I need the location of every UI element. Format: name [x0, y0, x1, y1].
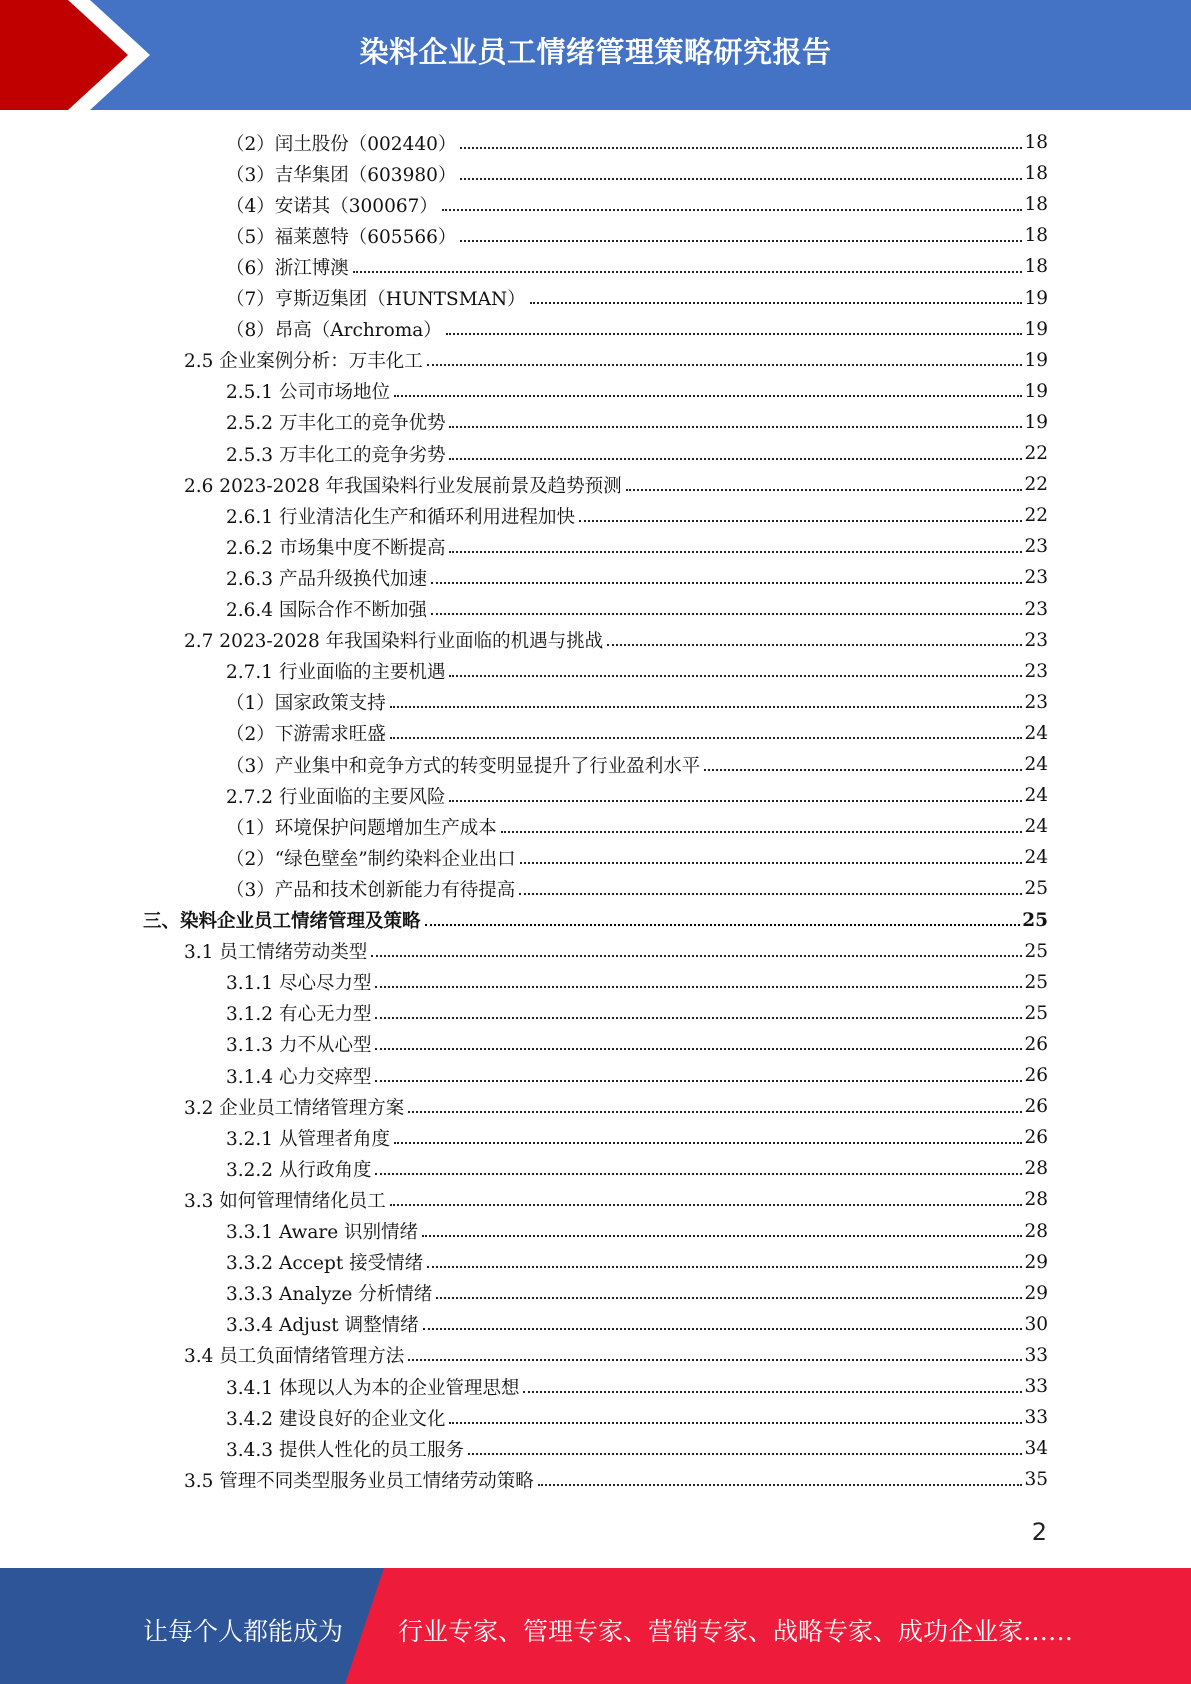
toc-entry-label: 3.2.1 从管理者角度 [226, 1128, 390, 1150]
toc-entry-page: 18 [1024, 194, 1048, 216]
toc-leader-dots [394, 1142, 1022, 1144]
toc-entry-page: 29 [1024, 1251, 1048, 1273]
toc-entry[interactable] [226, 438, 1048, 469]
toc-entry-page: 26 [1024, 1127, 1048, 1149]
toc-entry[interactable] [226, 687, 1048, 718]
toc-entry[interactable] [226, 314, 1048, 345]
toc-leader-dots [446, 333, 1023, 335]
toc-entry-page: 23 [1024, 629, 1048, 651]
toc-entry[interactable] [226, 220, 1048, 251]
toc-leader-dots [431, 613, 1022, 615]
toc-entry-page: 24 [1024, 847, 1048, 869]
toc-leader-dots [436, 1297, 1022, 1299]
toc-entry[interactable] [226, 749, 1048, 780]
toc-entry-page: 28 [1024, 1220, 1048, 1242]
toc-entry-label: 3.3 如何管理情绪化员工 [184, 1190, 386, 1212]
header-title: 染料企业员工情绪管理策略研究报告 [359, 35, 832, 69]
toc-entry[interactable] [226, 531, 1048, 562]
toc-leader-dots [375, 1048, 1022, 1050]
toc-entry[interactable] [226, 656, 1048, 687]
toc-entry-page: 26 [1024, 1033, 1048, 1055]
toc-entry[interactable] [226, 376, 1048, 407]
toc-entry[interactable] [226, 1278, 1048, 1309]
toc-entry-page: 25 [1024, 878, 1048, 900]
toc-leader-dots [431, 582, 1022, 584]
toc-entry-label: 3.4 员工负面情绪管理方法 [184, 1346, 405, 1368]
toc-leader-dots [408, 1359, 1022, 1361]
toc-entry-label: 3.1.1 尽心尽力型 [226, 973, 372, 995]
toc-entry[interactable] [226, 1371, 1048, 1402]
toc-entry-label: （3）产业集中和竞争方式的转变明显提升了行业盈利水平 [226, 755, 701, 777]
toc-entry[interactable] [226, 1433, 1048, 1464]
toc-entry[interactable] [226, 1216, 1048, 1247]
toc-leader-dots [520, 862, 1023, 864]
toc-entry[interactable] [226, 1309, 1048, 1340]
toc-entry[interactable] [226, 251, 1048, 282]
toc-leader-dots [530, 302, 1023, 304]
toc-leader-dots [375, 986, 1022, 988]
toc-leader-dots [394, 395, 1022, 397]
toc-entry-label: 3.4.2 建设良好的企业文化 [226, 1408, 446, 1430]
toc-entry-label: 3.4.3 提供人性化的员工服务 [226, 1439, 464, 1461]
toc-entry[interactable] [226, 873, 1048, 904]
toc-entry[interactable] [226, 158, 1048, 189]
toc-entry-label: 2.7 2023-2028 年我国染料行业面临的机遇与挑战 [184, 631, 604, 653]
toc-entry-label: 2.7.1 行业面临的主要机遇 [226, 662, 446, 684]
toc-leader-dots [353, 271, 1023, 273]
toc-entry-label: 3.3.2 Accept 接受情绪 [226, 1253, 424, 1275]
toc-entry-label: 2.5.2 万丰化工的竞争优势 [226, 413, 446, 435]
toc-entry-label: 3.1.4 心力交瘁型 [226, 1066, 372, 1088]
toc-entry[interactable] [226, 1402, 1048, 1433]
toc-entry-label: 2.6.1 行业清洁化生产和循环利用进程加快 [226, 506, 575, 528]
toc-leader-dots [449, 426, 1022, 428]
toc-entry-page: 29 [1024, 1282, 1048, 1304]
toc-entry-page: 23 [1024, 567, 1048, 589]
toc-leader-dots [523, 1391, 1022, 1393]
toc-entry[interactable] [226, 1153, 1048, 1184]
toc-entry-page: 25 [1024, 940, 1048, 962]
toc-leader-dots [371, 955, 1022, 957]
toc-entry-label: （5）福莱蒽特（605566） [226, 226, 457, 248]
toc-leader-dots [375, 1173, 1022, 1175]
toc-leader-dots [408, 1111, 1022, 1113]
toc-leader-dots [460, 240, 1022, 242]
toc-entry-page: 19 [1024, 349, 1048, 371]
toc-leader-dots [423, 1328, 1023, 1330]
toc-entry[interactable] [226, 811, 1048, 842]
toc-entry-label: 2.6.2 市场集中度不断提高 [226, 537, 446, 559]
toc-entry[interactable] [226, 842, 1048, 873]
footer-slogan-right: 行业专家、管理专家、营销专家、战略专家、成功企业家…… [398, 1617, 1074, 1646]
toc-leader-dots [375, 1080, 1022, 1082]
toc-entry-page: 33 [1024, 1344, 1048, 1366]
toc-entry[interactable] [184, 1091, 1048, 1122]
toc-entry[interactable] [226, 718, 1048, 749]
toc-leader-dots [390, 706, 1023, 708]
toc-leader-dots [579, 520, 1022, 522]
toc-entry-label: 3.3.3 Analyze 分析情绪 [226, 1284, 433, 1306]
toc-entry-page: 26 [1024, 1065, 1048, 1086]
toc-leader-dots [427, 364, 1023, 366]
toc-entry[interactable] [184, 345, 1048, 376]
toc-entry[interactable] [184, 936, 1048, 967]
toc-entry-label: 3.1 员工情绪劳动类型 [184, 942, 368, 964]
toc-entry[interactable] [226, 594, 1048, 625]
toc-entry-label: 2.5.3 万丰化工的竞争劣势 [226, 444, 446, 466]
toc-leader-dots [460, 178, 1022, 180]
toc-entry-label: （2）闰土股份（002440） [226, 133, 457, 155]
toc-entry-page: 23 [1024, 660, 1048, 682]
toc-leader-dots [425, 924, 1021, 926]
toc-leader-dots [427, 1266, 1022, 1268]
toc-entry-page: 18 [1024, 163, 1048, 185]
toc-entry[interactable] [226, 562, 1048, 593]
toc-entry[interactable] [226, 1247, 1048, 1278]
toc-entry[interactable] [184, 1464, 1048, 1495]
toc-leader-dots [538, 1484, 1023, 1486]
toc-entry-page: 25 [1024, 971, 1048, 993]
toc-entry-label: 3.3.4 Adjust 调整情绪 [226, 1315, 419, 1337]
toc-entry-label: 2.5.1 公司市场地位 [226, 382, 390, 404]
toc-entry-page: 34 [1024, 1438, 1048, 1460]
toc-entry-label: 3.1.2 有心无力型 [226, 1004, 372, 1026]
toc-entry-label: 3.5 管理不同类型服务业员工情绪劳动策略 [184, 1470, 534, 1492]
toc-leader-dots [449, 800, 1022, 802]
toc-entry-page: 24 [1024, 816, 1048, 838]
toc-leader-dots [449, 1422, 1022, 1424]
toc-entry[interactable] [226, 998, 1048, 1029]
toc-entry-label: 3.2 企业员工情绪管理方案 [184, 1097, 405, 1119]
toc-leader-dots [449, 675, 1022, 677]
toc-entry-page: 24 [1024, 754, 1048, 775]
toc-entry-page: 33 [1024, 1407, 1048, 1429]
toc-entry[interactable] [226, 780, 1048, 811]
toc-entry-label: 三、染料企业员工情绪管理及策略 [143, 911, 421, 932]
toc-entry-label: （2）下游需求旺盛 [226, 724, 386, 746]
toc-entry-label: （2）“绿色壁垒”制约染料企业出口 [226, 848, 516, 870]
toc-entry-label: （1）国家政策支持 [226, 693, 386, 715]
toc-entry-page: 18 [1024, 256, 1048, 278]
toc-entry-page: 33 [1024, 1376, 1048, 1397]
toc-entry[interactable] [184, 625, 1048, 656]
toc-entry-label: 3.3.1 Aware 识别情绪 [226, 1222, 419, 1243]
toc-leader-dots [442, 209, 1023, 211]
toc-entry[interactable] [184, 1184, 1048, 1215]
toc-entry-page: 19 [1024, 287, 1048, 309]
toc-entry-page: 19 [1024, 380, 1048, 402]
toc-entry-page: 30 [1024, 1313, 1048, 1335]
toc-entry-page: 22 [1024, 505, 1048, 527]
toc-leader-dots [460, 147, 1022, 149]
toc-entry-page: 24 [1024, 722, 1048, 744]
toc-entry-page: 35 [1024, 1469, 1048, 1491]
toc-entry-label: 3.1.3 力不从心型 [226, 1035, 372, 1057]
toc-entry[interactable] [226, 1060, 1048, 1091]
toc-entry-label: 3.2.2 从行政角度 [226, 1159, 372, 1181]
toc-entry[interactable] [226, 967, 1048, 998]
toc-entry-page: 19 [1024, 318, 1048, 340]
toc-leader-dots [501, 831, 1023, 833]
toc-entry[interactable] [226, 407, 1048, 438]
toc-leader-dots [390, 1204, 1023, 1206]
toc-entry-page: 24 [1024, 785, 1048, 807]
toc-entry-label: 2.7.2 行业面临的主要风险 [226, 786, 446, 808]
footer-slogan-left: 让每个人都能成为 [143, 1617, 344, 1646]
toc-leader-dots [607, 644, 1022, 646]
toc-entry-label: 2.6.3 产品升级换代加速 [226, 568, 427, 590]
toc-entry[interactable] [226, 127, 1048, 158]
toc-leader-dots [626, 489, 1023, 491]
toc-entry[interactable] [184, 1340, 1048, 1371]
toc-entry[interactable] [143, 905, 1048, 936]
toc-entry[interactable] [226, 283, 1048, 314]
toc-leader-dots [704, 769, 1022, 771]
toc-entry-page: 23 [1024, 536, 1048, 558]
toc-leader-dots [390, 737, 1023, 739]
toc-entry-page: 22 [1024, 443, 1048, 464]
toc-entry[interactable] [184, 469, 1048, 500]
toc-entry-label: （4）安诺其（300067） [226, 195, 438, 217]
toc-entry[interactable] [226, 1122, 1048, 1153]
toc-entry[interactable] [226, 1029, 1048, 1060]
toc-entry-label: 2.5 企业案例分析：万丰化工 [184, 351, 423, 373]
toc-entry-page: 23 [1024, 691, 1048, 713]
toc-entry-label: 3.4.1 体现以人为本的企业管理思想 [226, 1377, 520, 1399]
page-header [0, 0, 1191, 110]
toc-entry-page: 18 [1024, 132, 1048, 153]
toc-entry-label: （3）吉华集团（603980） [226, 164, 457, 186]
toc-entry-label: （8）昂高（Archroma） [226, 320, 442, 342]
toc-entry-page: 23 [1024, 598, 1048, 620]
toc-leader-dots [449, 458, 1022, 460]
page-number: 2 [1031, 1518, 1047, 1546]
toc-entry[interactable] [226, 189, 1048, 220]
toc-entry-page: 26 [1024, 1096, 1048, 1118]
toc-entry-page: 19 [1024, 411, 1048, 433]
toc-entry-label: （6）浙江博澳 [226, 257, 349, 279]
toc-entry-page: 25 [1022, 909, 1048, 931]
toc-entry-label: 2.6 2023-2028 年我国染料行业发展前景及趋势预测 [184, 475, 622, 497]
toc-leader-dots [375, 1017, 1022, 1019]
toc-leader-dots [449, 551, 1022, 553]
toc-entry-label: （7）亨斯迈集团（HUNTSMAN） [226, 289, 526, 310]
toc-leader-dots [519, 893, 1022, 895]
toc-entry-label: （3）产品和技术创新能力有待提高 [226, 879, 516, 901]
toc-entry-page: 25 [1024, 1002, 1048, 1024]
toc-entry-label: （1）环境保护问题增加生产成本 [226, 817, 497, 839]
toc-leader-dots [468, 1453, 1022, 1455]
toc-entry-page: 28 [1024, 1158, 1048, 1180]
toc-entry-page: 22 [1024, 474, 1048, 496]
toc-entry-page: 18 [1024, 225, 1048, 247]
toc-entry[interactable] [226, 500, 1048, 531]
toc-entry-label: 2.6.4 国际合作不断加强 [226, 600, 427, 621]
toc-leader-dots [422, 1235, 1022, 1237]
toc-entry-page: 28 [1024, 1189, 1048, 1211]
